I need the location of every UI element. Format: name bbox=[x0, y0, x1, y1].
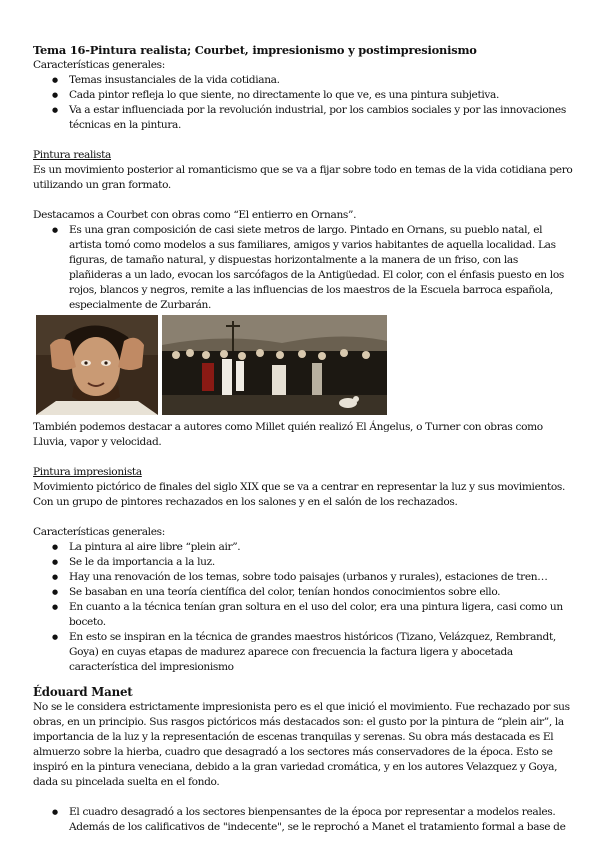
list-item: ● La pintura al aire libre “plein air”. bbox=[69, 540, 573, 555]
realist-intro: Es un movimiento posterior al romanticismo que se va a fijar sobre todo en temas de la vida cotidiana pero utilizando un gran formato. bbox=[33, 164, 573, 191]
impressionist-list bbox=[33, 540, 573, 675]
realist-heading: Pintura realista bbox=[33, 149, 112, 161]
page-title: Tema 16-Pintura realista; Courbet, impresionismo y postimpresionismo bbox=[33, 43, 477, 57]
list-item: ● Se le da importancia a la luz. bbox=[69, 555, 573, 570]
manet-heading: Édouard Manet bbox=[33, 685, 133, 699]
spacer bbox=[33, 510, 573, 525]
courbet-self-portrait-image bbox=[36, 315, 158, 415]
impressionist-intro: Movimiento pictórico de finales del siglo XIX que se va a centrar en representar la luz y sus movimientos. Con un grupo de pintores rechazados en los salones y en el salón de los rechazados. bbox=[33, 481, 566, 508]
manet-list bbox=[33, 805, 573, 835]
courbet-intro: Destacamos a Courbet con obras como “El entierro en Ornans”. bbox=[33, 209, 357, 221]
impressionist-label: Características generales: bbox=[33, 526, 165, 538]
spacer bbox=[33, 193, 573, 208]
list-item: ● Hay una renovación de los temas, sobre todo paisajes (urbanos y rurales), estaciones de tren… bbox=[69, 570, 573, 585]
spacer bbox=[33, 675, 573, 684]
spacer bbox=[33, 450, 573, 465]
document-content bbox=[33, 43, 573, 835]
list-item: ● Va a estar influenciada por la revolución industrial, por los cambios sociales y por las innovaciones técnicas en la pintura. bbox=[69, 103, 573, 133]
list-item: ● Temas insustanciales de la vida cotidiana. bbox=[69, 73, 573, 88]
list-item: ● En cuanto a la técnica tenían gran soltura en el uso del color, era una pintura ligera, casi como un boceto. bbox=[69, 600, 573, 630]
spacer bbox=[33, 790, 573, 805]
general-label: Características generales: bbox=[33, 59, 165, 71]
manet-body: No se le considera estrictamente impresionista pero es el que inició el movimiento. Fue rechazado por sus obras, en un principio. Sus rasgos pictóricos más destacados son: el gusto por la pintura de “plein air”, la importancia de la luz y la representación de escenas tranquilas y serenas. Su obra más destacada es El almuerzo sobre la hierba, cuadro que desagradó a los sectores más conservadores de la época. Esto se inspiró en la pintura veneciana, debido a la gran variedad cromática, y en los autores Velazquez y Goya, dada su pincelada suelta en el fondo. bbox=[33, 701, 570, 788]
list-item: ● En esto se inspiran en la técnica de grandes maestros históricos (Tizano, Velázquez, Rembrandt, Goya) en cuyas etapas de madurez aparece con frecuencia la factura ligera y abocetada característica del impresionismo bbox=[69, 630, 573, 675]
spacer bbox=[33, 133, 573, 148]
also-authors-text: También podemos destacar a autores como Millet quién realizó El Ángelus, o Turner con obras como Lluvia, vapor y velocidad. bbox=[33, 421, 543, 448]
list-item: ● El cuadro desagradó a los sectores bienpensantes de la época por representar a modelos reales. Además de los calificativos de "indecente", se le reprochó a Manet el tratamiento formal a base de bbox=[69, 805, 573, 835]
impressionist-heading: Pintura impresionista bbox=[33, 466, 142, 478]
artwork-images bbox=[36, 315, 573, 415]
burial-at-ornans-image bbox=[162, 315, 387, 415]
list-item: ● Es una gran composición de casi siete metros de largo. Pintado en Ornans, su pueblo natal, el artista tomó como modelos a sus familiares, amigos y varios habitantes de aquella localidad. Las figuras, de tamaño natural, y dispuestas horizontalmente a la manera de un friso, con las plañideras a un lado, evocan los sarcófagos de la Antigüedad. El color, con el énfasis puesto en los rojos, blancos y negros, remite a las influencias de los maestros de la Escuela barroca española, especialmente de Zurbarán. bbox=[69, 223, 573, 313]
list-item: ● Cada pintor refleja lo que siente, no directamente lo que ve, es una pintura subjetiva. bbox=[69, 88, 573, 103]
general-list bbox=[33, 73, 573, 133]
courbet-list bbox=[33, 223, 573, 313]
list-item: ● Se basaban en una teoría científica del color, tenían hondos conocimientos sobre ello. bbox=[69, 585, 573, 600]
